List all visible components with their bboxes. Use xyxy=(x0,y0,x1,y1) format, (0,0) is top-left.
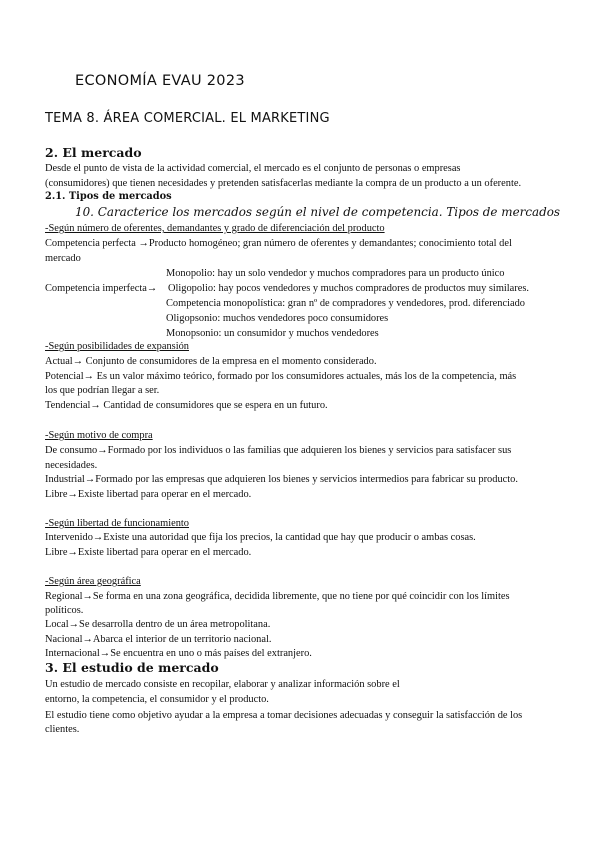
geografica-line: políticos. xyxy=(45,605,84,616)
question-heading: 10. Caracterice los mercados según el nivel de competencia. Tipos de mercados xyxy=(75,205,561,219)
competencia-imperfecta-label: Competencia imperfecta→ xyxy=(45,283,158,294)
expansion-line: Actual→ Conjunto de consumidores de la empresa en el momento considerado. xyxy=(45,356,377,367)
expansion-line: Tendencial→ Cantidad de consumidores que se espera en un futuro. xyxy=(45,400,328,411)
compra-line: De consumo→Formado por los individuos o las familias que adquieren los bienes y servicios para satisfacer sus xyxy=(45,445,512,456)
libertad-line: Libre→Existe libertad para operar en el mercado. xyxy=(45,547,252,558)
geografica-line: Regional→Se forma en una zona geográfica, decidida libremente, que no tiene por qué coincidir con los límites xyxy=(45,591,510,602)
section-3-heading: 3. El estudio de mercado xyxy=(45,660,219,675)
expansion-line: Potencial→ Es un valor máximo teórico, formado por los consumidores actuales, más los de la competencia, más xyxy=(45,371,517,382)
libertad-label: -Según libertad de funcionamiento xyxy=(45,518,189,529)
geografica-line: Nacional→Abarca el interior de un territorio nacional. xyxy=(45,634,272,645)
competencia-perfecta-line-2: mercado xyxy=(45,253,81,264)
geografica-line: Local→Se desarrolla dentro de un área metropolitana. xyxy=(45,619,271,630)
competencia-item: Competencia monopolística: gran nº de compradores y vendedores, prod. diferenciado xyxy=(166,298,525,309)
tema-heading: TEMA 8. ÁREA COMERCIAL. EL MARKETING xyxy=(45,111,330,126)
competencia-item: Monopsonio: un consumidor y muchos vendedores xyxy=(166,328,379,339)
section-2-intro-line-2: (consumidores) que tienen necesidades y pretenden satisfacerlas mediante la compra de un producto a un oferente. xyxy=(45,178,522,189)
section-3-line: Un estudio de mercado consiste en recopilar, elaborar y analizar información sobre el xyxy=(45,679,400,690)
competencia-item: Oligopsonio: muchos vendedores poco consumidores xyxy=(166,313,389,324)
libertad-line: Intervenido→Existe una autoridad que fija los precios, la cantidad que hay que producir o ambas cosas. xyxy=(45,532,476,543)
expansion-line: los que podrían llegar a ser. xyxy=(45,385,160,396)
section-3-line: entorno, la competencia, el consumidor y el producto. xyxy=(45,694,269,705)
competencia-item: Monopolio: hay un solo vendedor y muchos compradores para un producto único xyxy=(166,268,505,279)
section-2-intro-line-1: Desde el punto de vista de la actividad comercial, el mercado es el conjunto de personas o empresas xyxy=(45,163,461,174)
geografica-label: -Según área geográfica xyxy=(45,576,141,587)
expansion-label: -Según posibilidades de expansión xyxy=(45,341,190,352)
compra-line: Industrial→Formado por las empresas que adquieren los bienes y servicios intermedios para fabricar su producto. xyxy=(45,474,518,485)
competencia-item: Oligopolio: hay pocos vendedores y muchos compradores de productos muy similares. xyxy=(168,283,530,294)
section-2-1-heading: 2.1. Tipos de mercados xyxy=(45,191,172,202)
section-3-line: El estudio tiene como objetivo ayudar a la empresa a tomar decisiones adecuadas y conseguir la satisfacción de los xyxy=(45,710,523,721)
document-title: ECONOMÍA EVAU 2023 xyxy=(75,73,245,89)
compra-label: -Según motivo de compra xyxy=(45,430,153,441)
compra-line: Libre→Existe libertad para operar en el mercado. xyxy=(45,489,252,500)
geografica-line: Internacional→Se encuentra en uno o más países del extranjero. xyxy=(45,648,312,659)
section-3-line: clientes. xyxy=(45,724,80,735)
section-2-heading: 2. El mercado xyxy=(45,145,142,160)
compra-line: necesidades. xyxy=(45,460,98,471)
competencia-label: -Según número de oferentes, demandantes y grado de diferenciación del producto xyxy=(45,223,385,234)
competencia-perfecta-line-1: Competencia perfecta →Producto homogéneo; gran número de oferentes y demandantes; conocimiento total del xyxy=(45,238,512,249)
